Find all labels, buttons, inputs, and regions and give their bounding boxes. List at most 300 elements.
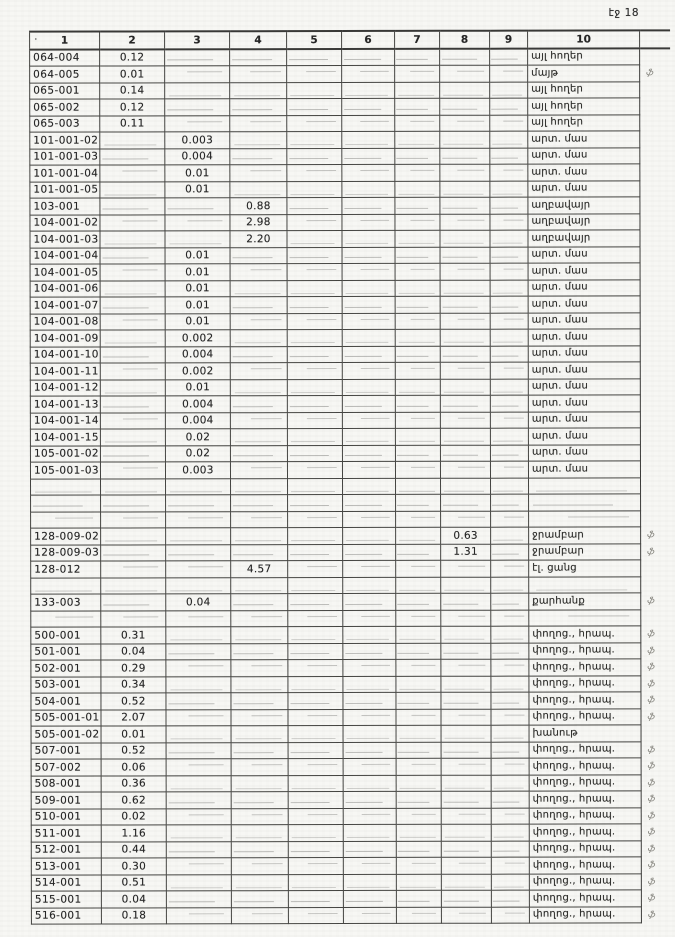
value-cell [165,198,230,215]
value-cell [343,808,396,825]
landuse-cell: ջրամբար [529,543,641,560]
parcel-code-cell: 104-001-09 [30,330,100,347]
value-cell [342,181,395,198]
parcel-code-cell: 104-001-15 [30,429,100,446]
value-cell [440,181,490,198]
value-cell [231,775,288,792]
margin-spacer [640,312,670,329]
value-cell [396,494,441,511]
value-cell [490,428,528,445]
column-header-9 [490,31,528,49]
pencil-mark: ֆ [646,843,657,855]
table-row [30,378,670,396]
value-cell: 0.04 [166,594,231,611]
empty-table-row [31,576,671,594]
value-cell [231,825,288,842]
landuse-cell: փողոց., հրապ. [529,675,641,692]
parcel-code-cell: 105-001-02 [30,446,100,463]
value-cell [230,82,287,99]
value-cell [396,676,441,693]
handwritten-margin-mark [641,692,671,709]
table-row [30,329,670,347]
value-cell [395,181,440,198]
value-cell [288,891,343,908]
value-cell [342,115,395,132]
value-cell [100,330,165,347]
value-cell: 0.01 [100,66,165,83]
value-cell [166,561,231,578]
empty-table-row [31,477,671,495]
value-cell [288,759,343,776]
value-cell [166,907,231,924]
value-cell [288,627,343,644]
value-cell [100,412,165,429]
value-cell [396,692,441,709]
value-cell [395,230,440,247]
table-row [30,362,670,380]
value-cell [441,907,491,924]
parcel-code-cell: 504-001 [31,693,101,710]
value-cell [440,263,490,280]
value-cell [395,445,440,462]
value-cell [230,379,287,396]
value-cell [343,824,396,841]
value-cell [440,346,490,363]
value-cell: 2.07 [101,709,166,726]
parcel-code-cell: 515-001 [31,891,101,908]
table-row [31,675,671,693]
value-cell [441,692,491,709]
pencil-mark: ֆ [646,662,656,674]
value-cell [491,610,529,627]
value-cell [287,66,342,83]
column-header-5 [287,31,342,49]
margin-spacer [640,48,670,65]
table-row [30,65,670,83]
value-cell [287,280,342,297]
table-row [30,213,670,231]
parcel-code-cell: 502-001 [31,660,101,677]
parcel-code-cell: 065-001 [30,83,100,100]
margin-spacer [641,560,671,577]
parcel-code-cell: 064-005 [30,66,100,83]
value-cell: 1.16 [101,825,166,842]
handwritten-margin-mark [641,774,671,791]
table-row [30,197,670,215]
value-cell [101,610,166,627]
value-cell: 0.44 [101,841,166,858]
value-cell [441,593,491,610]
landuse-cell: փողոց., հրապ. [529,642,641,659]
parcel-code-cell: 103-001 [30,198,100,215]
value-cell [395,313,440,330]
landuse-cell: փողոց., հրապ. [529,807,641,824]
table-row [31,560,671,578]
value-cell [230,165,287,182]
landuse-cell: ջրամբար [529,527,641,544]
margin-spacer [640,98,670,115]
margin-spacer [640,131,670,148]
value-cell [395,148,440,165]
value-cell [287,181,342,198]
empty-table-row [31,510,671,528]
landuse-cell: այլ հողեր [528,98,640,115]
value-cell [100,264,165,281]
value-cell [490,164,528,181]
handwritten-margin-mark [641,659,671,676]
value-cell [490,115,528,132]
value-cell [231,478,288,495]
value-cell [101,594,166,611]
value-cell [342,230,395,247]
value-cell [490,48,528,65]
margin-spacer [640,329,670,346]
value-cell [395,296,440,313]
value-cell [288,693,343,710]
parcel-code-cell: 065-003 [30,116,100,133]
table-row [31,758,671,776]
value-cell [166,841,231,858]
landuse-cell: արտ. մաս [528,312,640,329]
value-cell [100,214,165,231]
table-row [31,527,671,545]
value-cell [491,890,529,907]
value-cell: 0.003 [165,132,230,149]
value-cell: 0.004 [165,396,230,413]
value-cell: 0.02 [101,808,166,825]
value-cell [395,395,440,412]
value-cell [343,742,396,759]
column-header-4 [230,31,287,49]
parcel-code-cell [31,512,101,529]
value-cell [166,808,231,825]
value-cell [287,214,342,231]
value-cell [441,610,491,627]
value-cell [230,445,287,462]
value-cell [395,362,440,379]
value-cell [230,396,287,413]
value-cell [342,148,395,165]
table-row [30,147,670,165]
value-cell [343,676,396,693]
column-header-2 [100,31,165,49]
value-cell [343,775,396,792]
landuse-cell: այլ հողեր [528,48,640,65]
value-cell [395,329,440,346]
value-cell [491,511,529,528]
table-row [31,692,671,710]
value-cell [396,808,441,825]
value-cell [166,693,231,710]
pencil-mark: ֆ [646,876,657,888]
value-cell [491,907,529,924]
value-cell: 0.88 [230,198,287,215]
table-row [30,230,670,248]
value-cell [490,362,528,379]
value-cell [441,478,491,495]
value-cell [395,197,440,214]
value-cell [490,197,528,214]
table-row [31,906,671,924]
value-cell [101,478,166,495]
handwritten-margin-mark [640,65,670,82]
value-cell [490,379,528,396]
value-cell [490,131,528,148]
value-cell [491,692,529,709]
pencil-mark: ֆ [646,827,657,839]
value-cell: 0.30 [101,858,166,875]
landuse-cell: արտ. մաս [528,411,640,428]
column-header-row [30,30,670,49]
landuse-cell: արտ. մաս [528,378,640,395]
value-cell [342,214,395,231]
parcel-code-cell: 505-001-02 [31,726,101,743]
value-cell [287,462,342,479]
value-cell [343,907,396,924]
value-cell: 2.98 [230,214,287,231]
parcel-code-cell [31,479,101,496]
landuse-cell: արտ. մաս [528,147,640,164]
value-cell [288,594,343,611]
value-cell [440,214,490,231]
parcel-code-cell: 505-001-01 [31,710,101,727]
pencil-mark: ֆ [646,810,657,822]
value-cell [491,709,529,726]
value-cell [491,758,529,775]
value-cell: 0.02 [165,429,230,446]
value-cell [441,824,491,841]
value-cell [491,560,529,577]
value-cell [288,775,343,792]
value-cell [101,528,166,545]
value-cell [396,742,441,759]
parcel-code-cell: 104-001-05 [30,264,100,281]
landuse-cell: փողոց., հրապ. [529,906,641,923]
value-cell [441,808,491,825]
value-cell [166,891,231,908]
value-cell [342,82,395,99]
margin-spacer [640,81,670,98]
parcel-code-cell: 512-001 [31,842,101,859]
value-cell [440,461,490,478]
value-cell [287,148,342,165]
value-cell [288,561,343,578]
value-cell [440,412,490,429]
value-cell [342,280,395,297]
value-cell [395,164,440,181]
value-cell [441,725,491,742]
value-cell [287,346,342,363]
value-cell [490,181,528,198]
value-cell [440,197,490,214]
value-cell [441,742,491,759]
table-row [31,659,671,677]
handwritten-margin-mark [641,741,671,758]
margin-spacer [640,197,670,214]
value-cell [490,280,528,297]
value-cell [490,82,528,99]
parcel-code-cell: 128-012 [31,561,101,578]
value-cell [490,65,528,82]
value-cell [440,230,490,247]
value-cell: 0.34 [101,676,166,693]
value-cell [342,164,395,181]
value-cell [395,48,440,65]
value-cell [342,131,395,148]
margin-spacer [640,114,670,131]
landuse-cell: արտ. մաս [528,461,640,478]
parcel-code-cell: 101-001-04 [30,165,100,182]
table-row [31,791,671,809]
landuse-cell: փողոց., հրապ. [529,873,641,890]
column-header-label: 9 [504,33,513,46]
value-cell [396,890,441,907]
value-cell: 0.31 [101,627,166,644]
value-cell: 0.06 [101,759,166,776]
table-row [30,164,670,182]
value-cell [396,626,441,643]
margin-spacer [640,345,670,362]
parcel-code-cell [31,578,101,595]
value-cell [287,412,342,429]
parcel-code-cell: 514-001 [31,875,101,892]
value-cell [287,198,342,215]
value-cell [440,445,490,462]
landuse-cell: արտ. մաս [528,246,640,263]
value-cell [395,428,440,445]
landuse-cell [529,494,641,511]
value-cell [491,791,529,808]
value-cell: 0.01 [165,264,230,281]
landuse-cell: փողոց., հրապ. [529,692,641,709]
value-cell [166,610,231,627]
value-cell [231,627,288,644]
parcel-code-cell: 133-003 [31,594,101,611]
value-cell [343,494,396,511]
table-row [31,741,671,759]
table-row [30,345,670,363]
value-cell [166,742,231,759]
landuse-cell: փողոց., հրապ. [529,659,641,676]
parcel-code-cell: 500-001 [31,627,101,644]
parcel-code-cell: 101-001-05 [30,182,100,199]
landuse-cell: փողոց., հրապ. [529,791,641,808]
value-cell [490,247,528,264]
page-number-label: էջ 18 [608,7,639,19]
value-cell [231,511,288,528]
table-row [31,543,671,561]
value-cell [396,857,441,874]
value-cell [231,528,288,545]
value-cell [395,263,440,280]
handwritten-margin-mark [641,791,671,808]
value-cell [287,165,342,182]
value-cell [395,412,440,429]
landuse-cell: փողոց., հրապ. [529,626,641,643]
landuse-cell: փողոց., հրապ. [529,890,641,907]
parcel-code-cell: 128-009-03 [31,545,101,562]
pencil-mark: ֆ [646,645,656,657]
value-cell [288,709,343,726]
value-cell [231,594,288,611]
parcel-code-cell: 101-001-03 [30,149,100,166]
value-cell: 0.02 [165,445,230,462]
value-cell [100,462,165,479]
parcel-code-cell: 104-001-14 [30,413,100,430]
value-cell [165,99,230,116]
value-cell [100,132,165,149]
value-cell [287,231,342,248]
value-cell [287,363,342,380]
value-cell [395,346,440,363]
value-cell [166,775,231,792]
table-row [30,312,670,330]
landuse-cell: արտ. մաս [528,395,640,412]
parcel-code-cell [31,495,101,512]
value-cell [396,544,441,561]
value-cell [440,362,490,379]
value-cell [396,791,441,808]
handwritten-margin-mark [641,626,671,643]
value-cell [343,626,396,643]
value-cell [288,726,343,743]
value-cell [231,858,288,875]
value-cell [491,626,529,643]
margin-spacer [640,411,670,428]
value-cell [343,560,396,577]
value-cell [440,98,490,115]
table-row [30,48,670,66]
value-cell [230,99,287,116]
value-cell: 0.04 [101,643,166,660]
parcel-code-cell [31,611,101,628]
value-cell [166,495,231,512]
value-cell [342,263,395,280]
parcel-code-cell: 064-004 [30,49,100,66]
parcel-code-cell: 104-001-04 [30,248,100,265]
value-cell [490,98,528,115]
pencil-mark: ֆ [645,546,656,558]
value-cell [396,841,441,858]
handwritten-margin-mark [641,527,671,544]
value-cell [101,511,166,528]
value-cell [342,445,395,462]
margin-spacer [640,180,670,197]
value-cell [440,296,490,313]
landuse-cell [529,477,641,494]
pencil-mark: ֆ [646,744,657,756]
value-cell [230,313,287,330]
pencil-mark: ֆ [646,711,657,723]
value-cell [100,280,165,297]
value-cell [441,577,491,594]
parcel-code-cell: 510-001 [31,809,101,826]
value-cell [343,593,396,610]
value-cell [395,280,440,297]
margin-spacer [640,444,670,461]
value-cell [288,643,343,660]
value-cell [231,544,288,561]
value-cell [230,330,287,347]
value-cell [440,428,490,445]
value-cell [342,48,395,65]
value-cell [491,808,529,825]
parcel-code-cell: 101-001-02 [30,132,100,149]
table-row [31,890,671,908]
value-cell [441,874,491,891]
value-cell [287,132,342,149]
value-cell [288,825,343,842]
